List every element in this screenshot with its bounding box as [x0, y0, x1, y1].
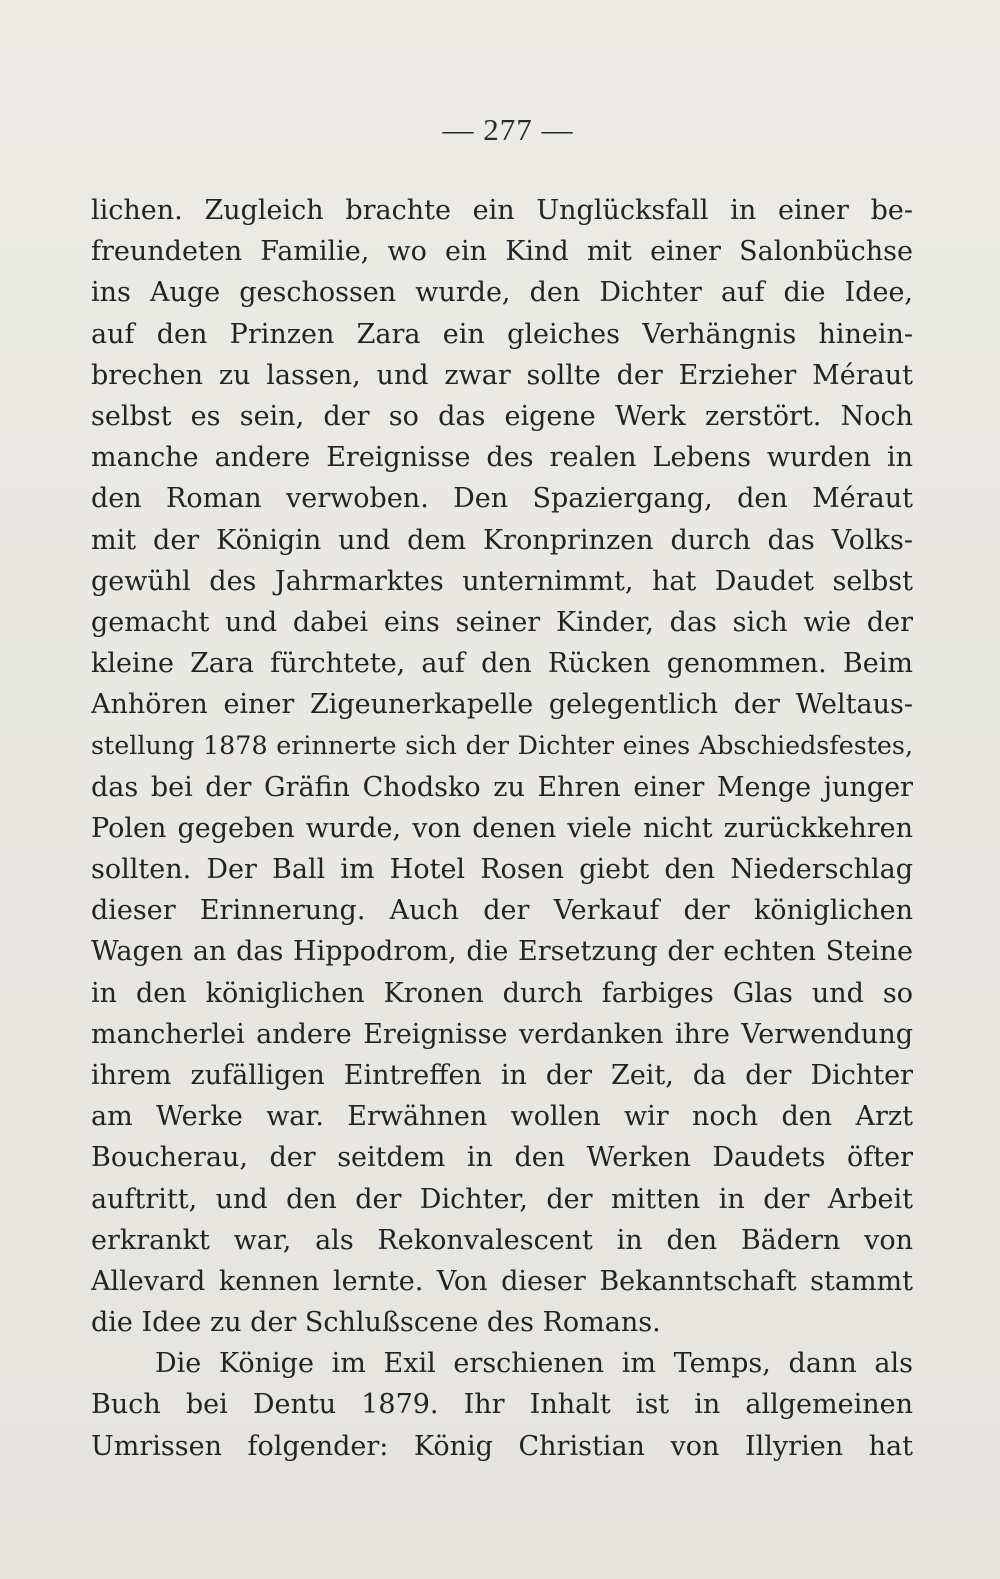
text-line: ins Auge geschossen wurde, den Dichter auf die Idee,: [91, 277, 913, 309]
text-line: die Idee zu der Schlußscene des Romans.: [91, 1307, 661, 1339]
paragraph: [91, 1343, 913, 1467]
text-line: ihrem zufälligen Eintreffen in der Zeit, da der Dichter: [91, 1059, 913, 1091]
text-line: brechen zu lassen, und zwar sollte der Erzieher Méraut: [91, 359, 913, 391]
text-line: selbst es sein, der so das eigene Werk zerstört. Noch: [91, 400, 913, 432]
text-line: gewühl des Jahrmarktes unternimmt, hat Daudet selbst: [91, 565, 913, 597]
text-line: manche andere Ereignisse des realen Lebens wurden in: [91, 442, 913, 474]
text-line: mit der Königin und dem Kronprinzen durch das Volks-: [91, 524, 913, 556]
text-line: erkrankt war, als Rekonvalescent in den Bädern von: [91, 1224, 913, 1256]
text-line: das bei der Gräfin Chodsko zu Ehren einer Menge junger: [91, 771, 913, 803]
text-line: mancherlei andere Ereignisse verdanken ihre Verwendung: [91, 1018, 913, 1050]
text-line: am Werke war. Erwähnen wollen wir noch den Arzt: [91, 1101, 913, 1133]
text-line: gemacht und dabei eins seiner Kinder, das sich wie der: [91, 606, 913, 638]
paragraph: [91, 190, 913, 1343]
text-line: Die Könige im Exil erschienen im Temps, dann als: [155, 1348, 913, 1380]
text-line: den Roman verwoben. Den Spaziergang, den Méraut: [91, 483, 913, 515]
text-line: Boucherau, der seitdem in den Werken Daudets öfter: [91, 1142, 913, 1174]
text-line: auftritt, und den der Dichter, der mitten in der Arbeit: [91, 1183, 913, 1215]
text-line: in den königlichen Kronen durch farbiges Glas und so: [91, 977, 913, 1009]
text-line: Buch bei Dentu 1879. Ihr Inhalt ist in allgemeinen: [91, 1389, 913, 1421]
text-line: auf den Prinzen Zara ein gleiches Verhängnis hinein-: [91, 318, 913, 350]
text-line: sollten. Der Ball im Hotel Rosen giebt den Niederschlag: [91, 854, 913, 885]
text-line: lichen. Zugleich brachte ein Unglücksfall in einer be-: [91, 195, 913, 226]
body-text: [91, 190, 913, 1467]
text-line: kleine Zara fürchtete, auf den Rücken genommen. Beim: [91, 648, 913, 680]
text-line: dieser Erinnerung. Auch der Verkauf der königlichen: [91, 895, 913, 927]
text-line: Polen gegeben wurde, von denen viele nicht zurückkehren: [91, 812, 913, 844]
text-line: Anhören einer Zigeunerkapelle gelegentlich der Weltaus-: [91, 689, 913, 721]
text-line: freundeten Familie, wo ein Kind mit einer Salonbüchse: [91, 236, 913, 268]
text-line: Umrissen folgender: König Christian von Illyrien hat: [91, 1430, 913, 1462]
text-line: stellung 1878 erinnerte sich der Dichter eines Abschiedsfestes,: [91, 730, 913, 761]
page-number: — 277 —: [442, 112, 574, 147]
text-line: Wagen an das Hippodrom, die Ersetzung der echten Steine: [91, 936, 913, 968]
text-line: Allevard kennen lernte. Von dieser Bekanntschaft stammt: [91, 1265, 913, 1297]
